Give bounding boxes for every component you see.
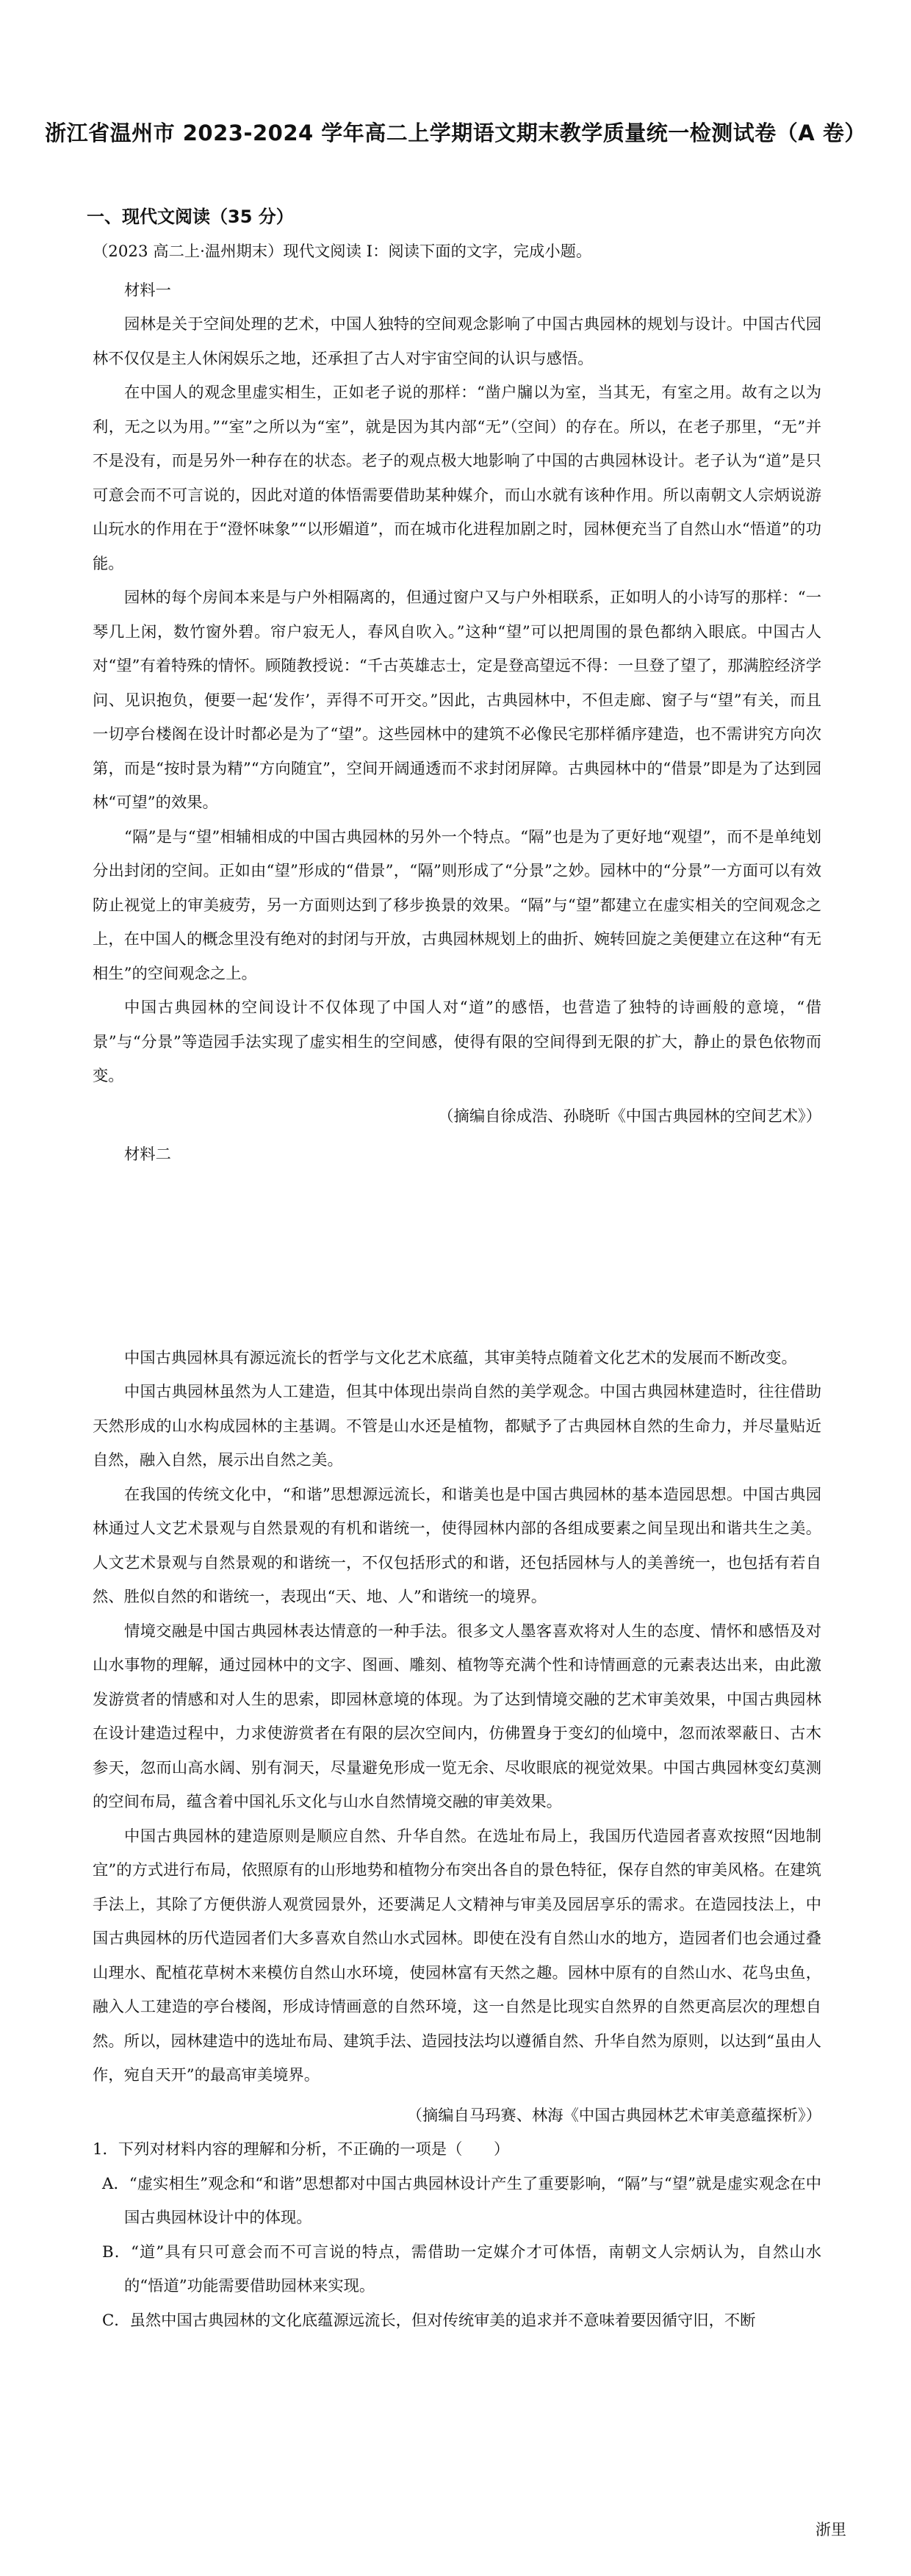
section-heading: 一、现代文阅读（35 分） xyxy=(87,206,294,227)
material-two-paragraph: 中国古典园林的建造原则是顺应自然、升华自然。在选址布局上，我国历代造园者喜欢按照“因地制宜”的方式进行布局，依照原有的山形地势和植物分布突出各自的景色特征，保存自然的审美风格。在建筑手法上，其除了方便供游人观赏园景外，还要满足人文精神与审美及园居享乐的需求。在造园技法上，中国古典园林的历代造园者们大多喜欢自然山水式园林。即使在没有自然山水的地方，造园者们也会通过叠山理水、配植花草树木来模仿自然山水环境，使园林富有天然之趣。园林中原有的自然山水、花鸟虫鱼，融入人工建造的亭台楼阁，形成诗情画意的自然环境，这一自然是比现实自然界的自然更高层次的理想自然。所以，园林建造中的选址布局、建筑手法、造园技法均以遵循自然、升华自然为原则，以达到“虽由人作，宛自天开”的最高审美境界。 xyxy=(93,1827,821,2084)
material-one-paragraph: 中国古典园林的空间设计不仅体现了中国人对“道”的感悟，也营造了独特的诗画般的意境，“借景”与“分景”等造园手法实现了虚实相生的空间感，使得有限的空间得到无限的扩大，静止的景色依物而变。 xyxy=(93,999,821,1085)
material-one-paragraph: “隔”是与“望”相辅相成的中国古典园林的另外一个特点。“隔”也是为了更好地“观望”，而不是单纯划分出封闭的空间。正如由“望”形成的“借景”，“隔”则形成了“分景”之妙。园林中的“分景”一方面可以有效防止视觉上的审美疲劳，另一方面则达到了移步换景的效果。“隔”与“望”都建立在虚实相关的空间观念之上，在中国人的概念里没有绝对的封闭与开放，古典园林规划上的曲折、婉转回旋之美便建立在这种“有无相生”的空间观念之上。 xyxy=(93,827,821,983)
question-option-c: C．虽然中国古典园林的文化底蕴源远流长，但对传统审美的追求并不意味着要因循守旧，不断 xyxy=(102,2311,756,2330)
reading-content xyxy=(93,235,821,2338)
material-two-label: 材料二 xyxy=(124,1145,171,1164)
exam-title: 浙江省温州市 2023-2024 学年高二上学期语文期末教学质量统一检测试卷（A 卷） xyxy=(45,120,866,145)
material-two-paragraph: 中国古典园林具有源远流长的哲学与文化艺术底蕴，其审美特点随着文化艺术的发展而不断改变。 xyxy=(124,1348,797,1367)
material-one-label: 材料一 xyxy=(124,281,171,300)
material-two-paragraph: 在我国的传统文化中，“和谐”思想源远流长，和谐美也是中国古典园林的基本造园思想。中国古典园林通过人文艺术景观与自然景观的有机和谐统一，使得园林内部的各组成要素之间呈现出和谐共生之美。人文艺术景观与自然景观的和谐统一，不仅包括形式的和谐，还包括园林与人的美善统一，也包括有若自然、胜似自然的和谐统一，表现出“天、地、人”和谐统一的境界。 xyxy=(93,1485,821,1606)
blank-figure-area xyxy=(93,1173,821,1342)
material-one-paragraph: 园林的每个房间本来是与户外相隔离的，但通过窗户又与户外相联系，正如明人的小诗写的那样：“一琴几上闲，数竹窗外碧。帘户寂无人，春风自吹入。”这种“望”可以把周围的景色都纳入眼底。中国古人对“望”有着特殊的情怀。顾随教授说：“千古英雄志士，定是登高望远不得：一旦登了望了，那满腔经济学问、见识抱负，便要一起‘发作’，弄得不可开交。”因此，古典园林中，不但走廊、窗子与“望”有关，而且一切亭台楼阁在设计时都必是为了“望”。这些园林中的建筑不必像民宅那样循序建造，也不需讲究方向次第，而是“按时景为精”“方向随宜”，空间开阔通透而不求封闭屏障。古典园林中的“借景”即是为了达到园林“可望”的效果。 xyxy=(93,589,821,812)
question-stem: 1．下列对材料内容的理解和分析，不正确的一项是（ ） xyxy=(93,2140,510,2159)
material-one-source: （摘编自徐成浩、孙晓昕《中国古典园林的空间艺术》） xyxy=(438,1107,821,1126)
reading-intro: （2023 高二上·温州期末）现代文阅读 I：阅读下面的文字，完成小题。 xyxy=(93,242,592,261)
material-two-paragraph: 中国古典园林虽然为人工建造，但其中体现出崇尚自然的美学观念。中国古典园林建造时，往往借助天然形成的山水构成园林的主基调。不管是山水还是植物，都赋予了古典园林自然的生命力，并尽量贴近自然，融入自然，展示出自然之美。 xyxy=(93,1383,821,1469)
footer-watermark: 浙里 xyxy=(815,2521,846,2539)
material-two-paragraph: 情境交融是中国古典园林表达情意的一种手法。很多文人墨客喜欢将对人生的态度、情怀和感悟及对山水事物的理解，通过园林中的文字、图画、雕刻、植物等充满个性和诗情画意的元素表达出来，由此激发游赏者的情感和对人生的思索，即园林意境的体现。为了达到情境交融的艺术审美效果，中国古典园林在设计建造过程中，力求使游赏者在有限的层次空间内，仿佛置身于变幻的仙境中，忽而浓翠蔽日、古木参天，忽而山高水阔、别有洞天，尽量避免形成一览无余、尽收眼底的视觉效果。中国古典园林变幻莫测的空间布局，蕴含着中国礼乐文化与山水自然情境交融的审美效果。 xyxy=(93,1622,821,1811)
material-one-paragraph: 在中国人的观念里虚实相生，正如老子说的那样：“凿户牖以为室，当其无，有室之用。故有之以为利，无之以为用。”“室”之所以为“室”，就是因为其内部“无”（空间）的存在。所以，在老子那里，“无”并不是没有，而是另外一种存在的状态。老子的观点极大地影响了中国的古典园林设计。老子认为“道”是只可意会而不可言说的，因此对道的体悟需要借助某种媒介，而山水就有该种作用。所以南朝文人宗炳说游山玩水的作用在于“澄怀味象”“以形媚道”，而在城市化进程加剧之时，园林便充当了自然山水“悟道”的功能。 xyxy=(93,384,821,573)
material-one-paragraph: 园林是关于空间处理的艺术，中国人独特的空间观念影响了中国古典园林的规划与设计。中国古代园林不仅仅是主人休闲娱乐之地，还承担了古人对宇宙空间的认识与感悟。 xyxy=(93,315,821,368)
material-two-source: （摘编自马玛赛、林海《中国古典园林艺术审美意蕴探析》） xyxy=(406,2106,821,2125)
question-option-a: A．“虚实相生”观念和“和谐”思想都对中国古典园林设计产生了重要影响，“隔”与“望”就是虚实观念在中国古典园林设计中的体现。 xyxy=(102,2174,821,2227)
question-option-b: B．“道”具有只可意会而不可言说的特点，需借助一定媒介才可体悟，南朝文人宗炳认为，自然山水的“悟道”功能需要借助园林来实现。 xyxy=(102,2242,821,2295)
